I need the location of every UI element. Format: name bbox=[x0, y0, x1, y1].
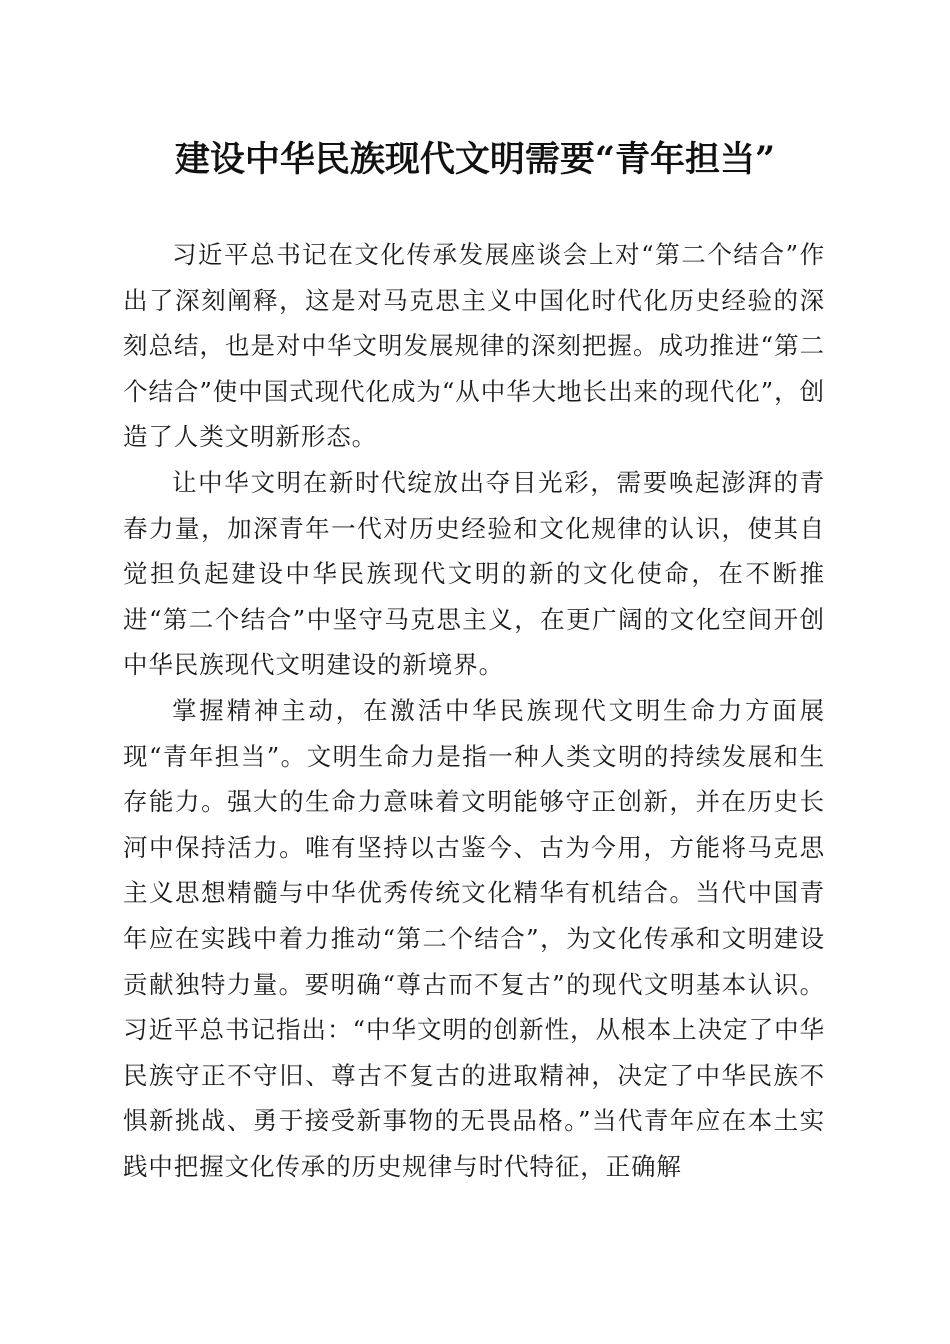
paragraph-2: 让中华文明在新时代绽放出夺目光彩，需要唤起澎湃的青春力量，加深青年一代对历史经验和文化规律的认识，使其自觉担负起建设中华民族现代文明的新的文化使命，在不断推进“第二个结合”中坚守马克思主义，在更广阔的文化空间开创中华民族现代文明建设的新境界。 bbox=[123, 467, 825, 680]
document-title: 建设中华民族现代文明需要“青年担当” bbox=[174, 139, 776, 180]
document-body bbox=[123, 232, 825, 1189]
paragraph-1: 习近平总书记在文化传承发展座谈会上对“第二个结合”作出了深刻阐释，这是对马克思主义中国化时代化历史经验的深刻总结，也是对中华文明发展规律的深刻把握。成功推进“第二个结合”使中国式现代化成为“从中华大地长出来的现代化”，创造了人类文明新形态。 bbox=[123, 240, 825, 452]
paragraph-3: 掌握精神主动，在激活中华民族现代文明生命力方面展现“青年担当”。文明生命力是指一种人类文明的持续发展和生存能力。强大的生命力意味着文明能够守正创新，并在历史长河中保持活力。唯有坚持以古鉴今、古为今用，方能将马克思主义思想精髓与中华优秀传统文化精华有机结合。当代中国青年应在实践中着力推动“第二个结合”，为文化传承和文明建设贡献独特力量。要明确“尊古而不复古”的现代文明基本认识。习近平总书记指出：“中华文明的创新性，从根本上决定了中华民族守正不守旧、尊古不复古的进取精神，决定了中华民族不惧新挑战、勇于接受新事物的无畏品格。”当代青年应在本土实践中把握文化传承的历史规律与时代特征，正确解 bbox=[123, 695, 825, 1181]
